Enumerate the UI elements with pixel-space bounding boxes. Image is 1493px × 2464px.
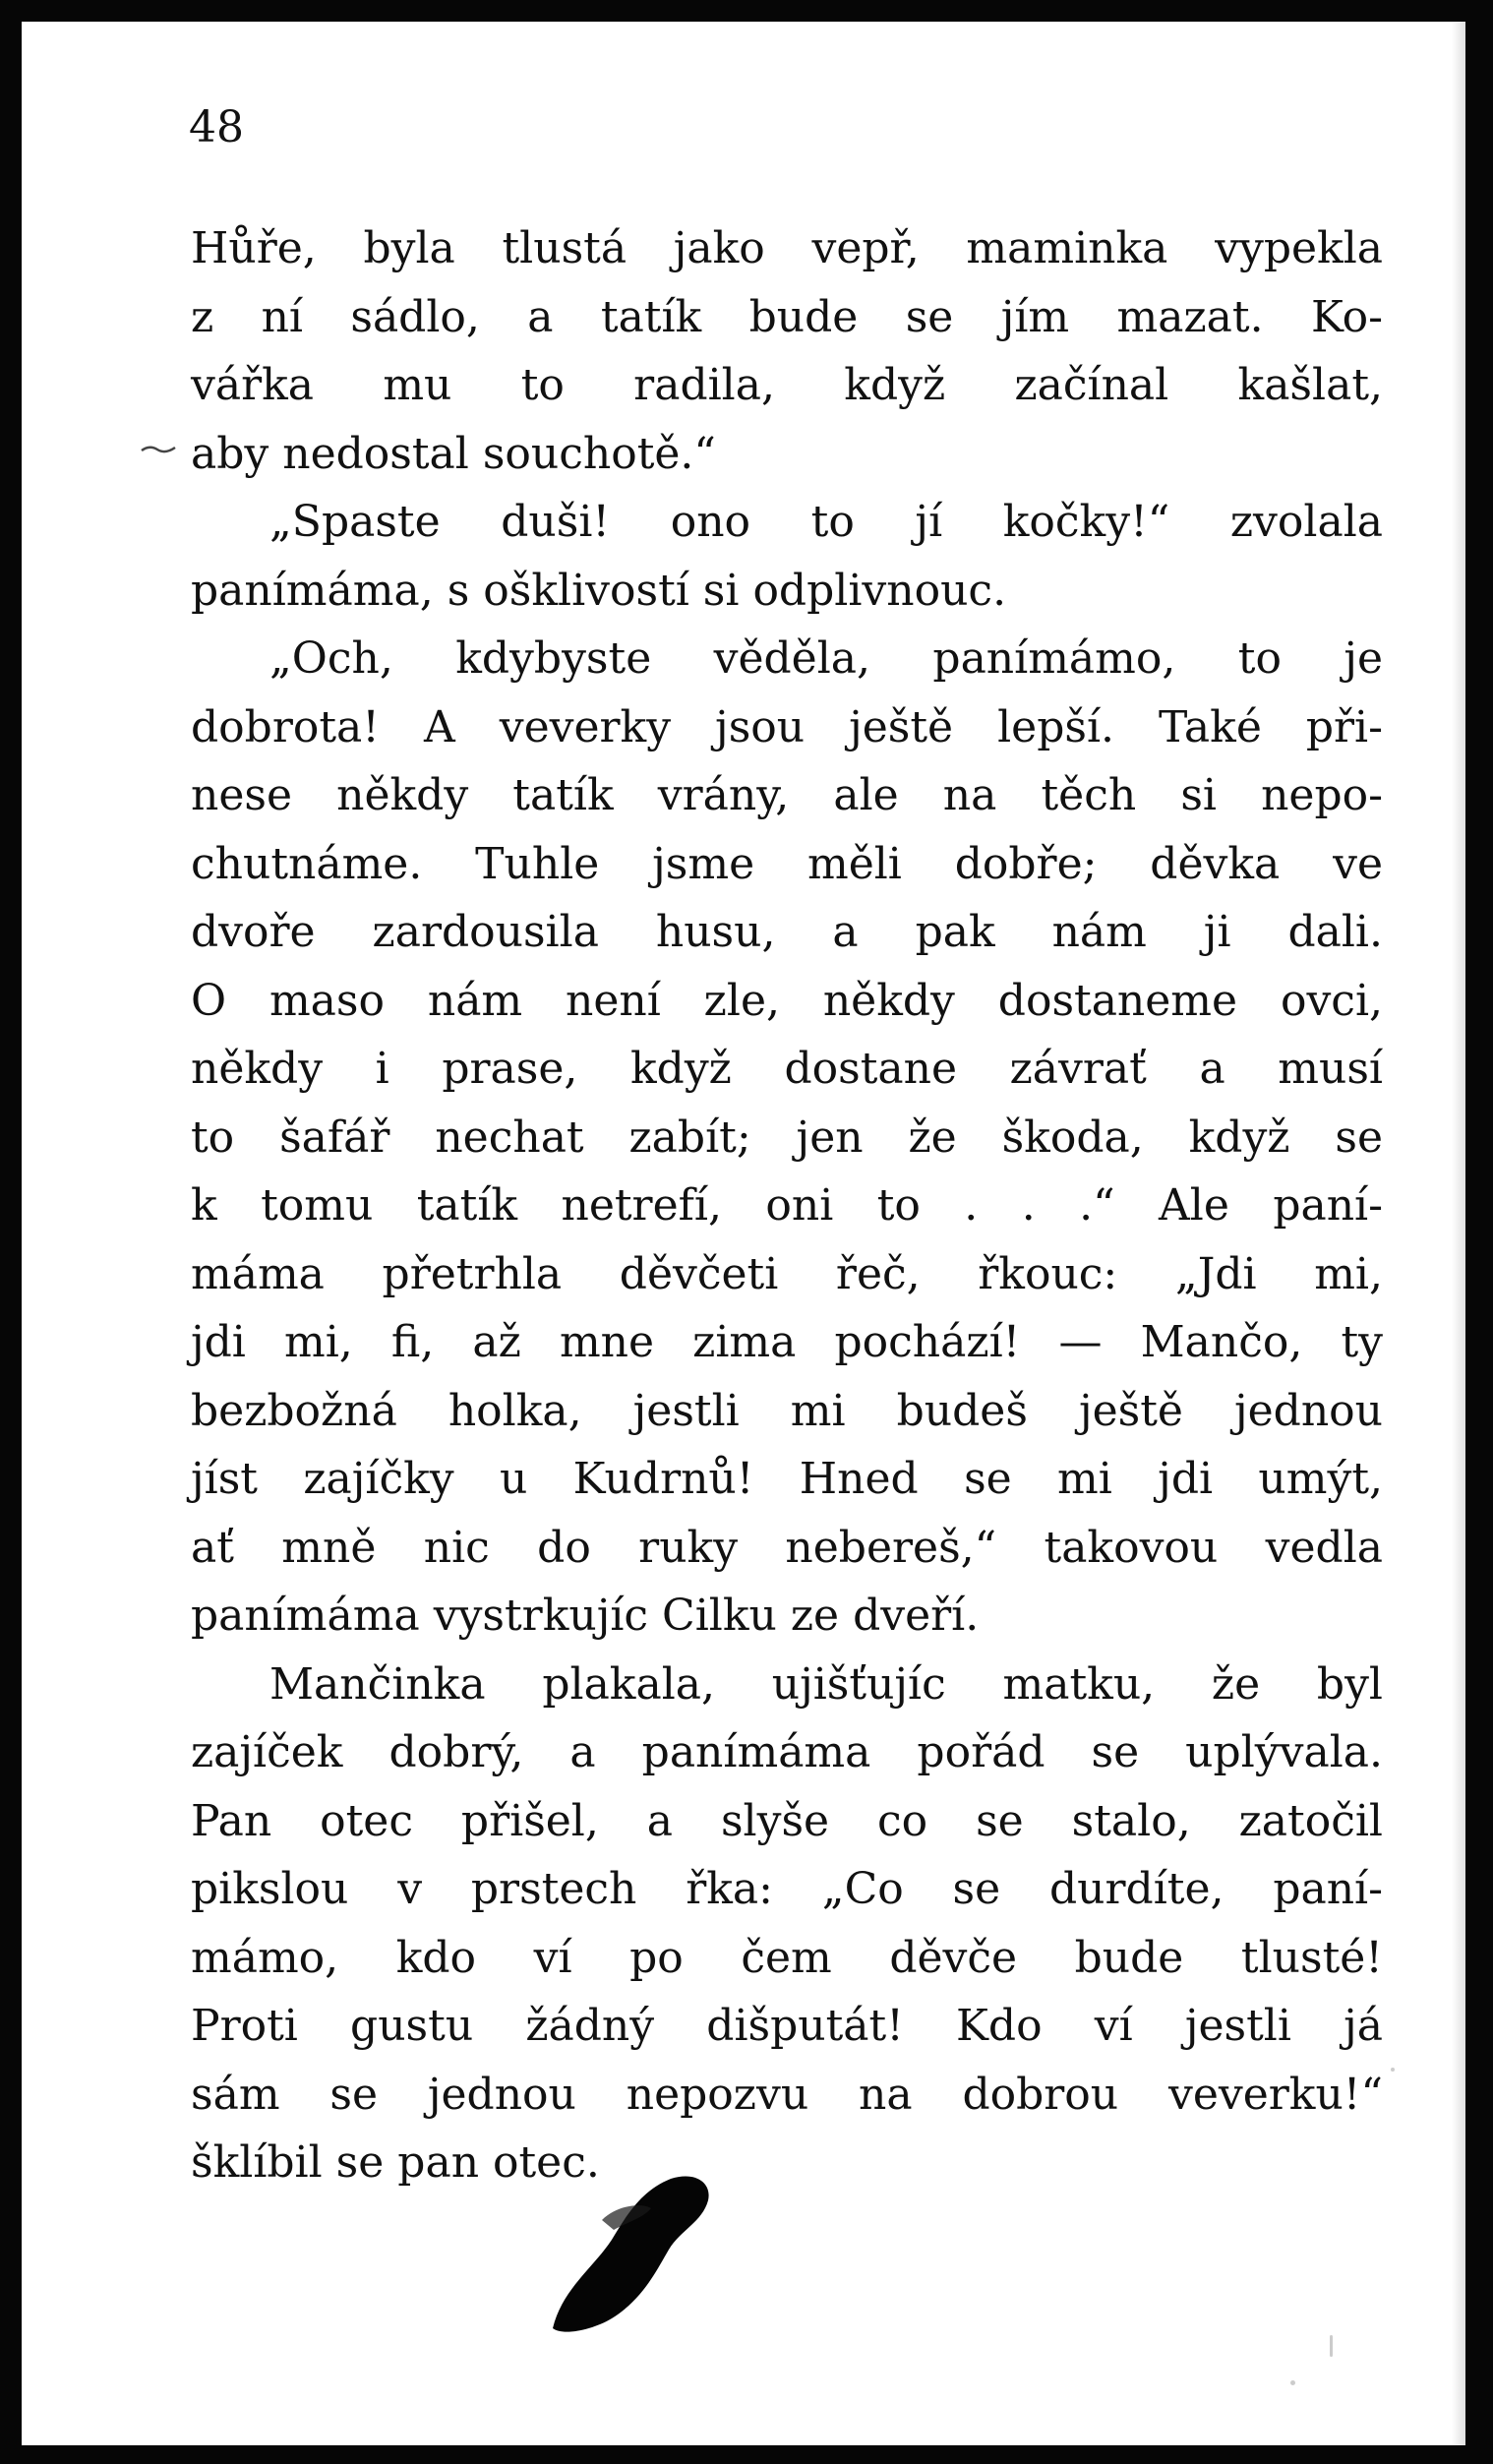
- text-line: vářka mu to radila, když začínal kašlat,: [191, 360, 1383, 410]
- text-line: k tomu tatík netrefí, oni to . . .“ Ale paní-: [191, 1180, 1383, 1231]
- paper-speck: [1330, 2335, 1333, 2357]
- margin-mark: [140, 442, 181, 455]
- body-text: [191, 214, 1383, 2197]
- paper-speck: [1290, 2380, 1295, 2385]
- paper-speck: [1391, 2068, 1395, 2072]
- text-line: z ní sádlo, a tatík bude se jím mazat. Ko-: [191, 291, 1383, 342]
- text-line: „Spaste duši! ono to jí kočky!“ zvolala: [269, 497, 1383, 547]
- text-line: máma přetrhla děvčeti řeč, řkouc: „Jdi mi,: [191, 1248, 1383, 1299]
- text-line: někdy i prase, když dostane závrať a musí: [191, 1044, 1383, 1094]
- text-line: chutnáme. Tuhle jsme měli dobře; děvka ve: [191, 838, 1383, 889]
- book-page: [22, 22, 1465, 2445]
- text-line: dvoře zardousila husu, a pak nám ji dali.: [191, 907, 1383, 957]
- text-line: sám se jednou nepozvu na dobrou veverku!“: [191, 2069, 1383, 2120]
- text-line: Pan otec přišel, a slyše co se stalo, zatočil: [191, 1795, 1383, 1846]
- text-line: zajíček dobrý, a panímáma pořád se uplývala.: [191, 1727, 1383, 1777]
- text-line: mámo, kdo ví po čem děvče bude tlusté!: [191, 1932, 1383, 1983]
- text-line: O maso nám není zle, někdy dostaneme ovci,: [191, 975, 1383, 1026]
- text-line: bezbožná holka, jestli mi budeš ještě jednou: [191, 1385, 1383, 1436]
- text-line: panímáma, s ošklivostí si odplivnouc.: [191, 565, 1007, 616]
- page-number: 48: [189, 102, 244, 152]
- text-line: nese někdy tatík vrány, ale na těch si nepo-: [191, 770, 1383, 820]
- text-line: dobrota! A veverky jsou ještě lepší. Také při-: [191, 701, 1383, 752]
- text-line: Proti gustu žádný dišputát! Kdo ví jestli já: [191, 2001, 1383, 2051]
- text-line: aby nedostal souchotě.“: [191, 428, 716, 479]
- text-line: jíst zajíčky u Kudrnů! Hned se mi jdi umýt,: [191, 1454, 1383, 1504]
- text-line: šklíbil se pan otec.: [191, 2137, 600, 2188]
- text-line: ať mně nic do ruky nebereš,“ takovou vedla: [191, 1522, 1383, 1573]
- ink-blot: [533, 2161, 720, 2338]
- text-line: jdi mi, fi, až mne zima pochází! — Mančo, ty: [191, 1317, 1383, 1367]
- text-line: panímáma vystrkujíc Cilku ze dveří.: [191, 1591, 980, 1641]
- text-line: „Och, kdybyste věděla, panímámo, to je: [269, 633, 1383, 684]
- text-line: Mančinka plakala, ujišťujíc matku, že byl: [269, 1658, 1383, 1710]
- text-line: pikslou v prstech řka: „Co se durdíte, paní-: [191, 1864, 1383, 1914]
- text-line: Hůře, byla tlustá jako vepř, maminka vypekla: [191, 223, 1383, 273]
- text-line: to šafář nechat zabít; jen že škoda, když se: [191, 1112, 1383, 1163]
